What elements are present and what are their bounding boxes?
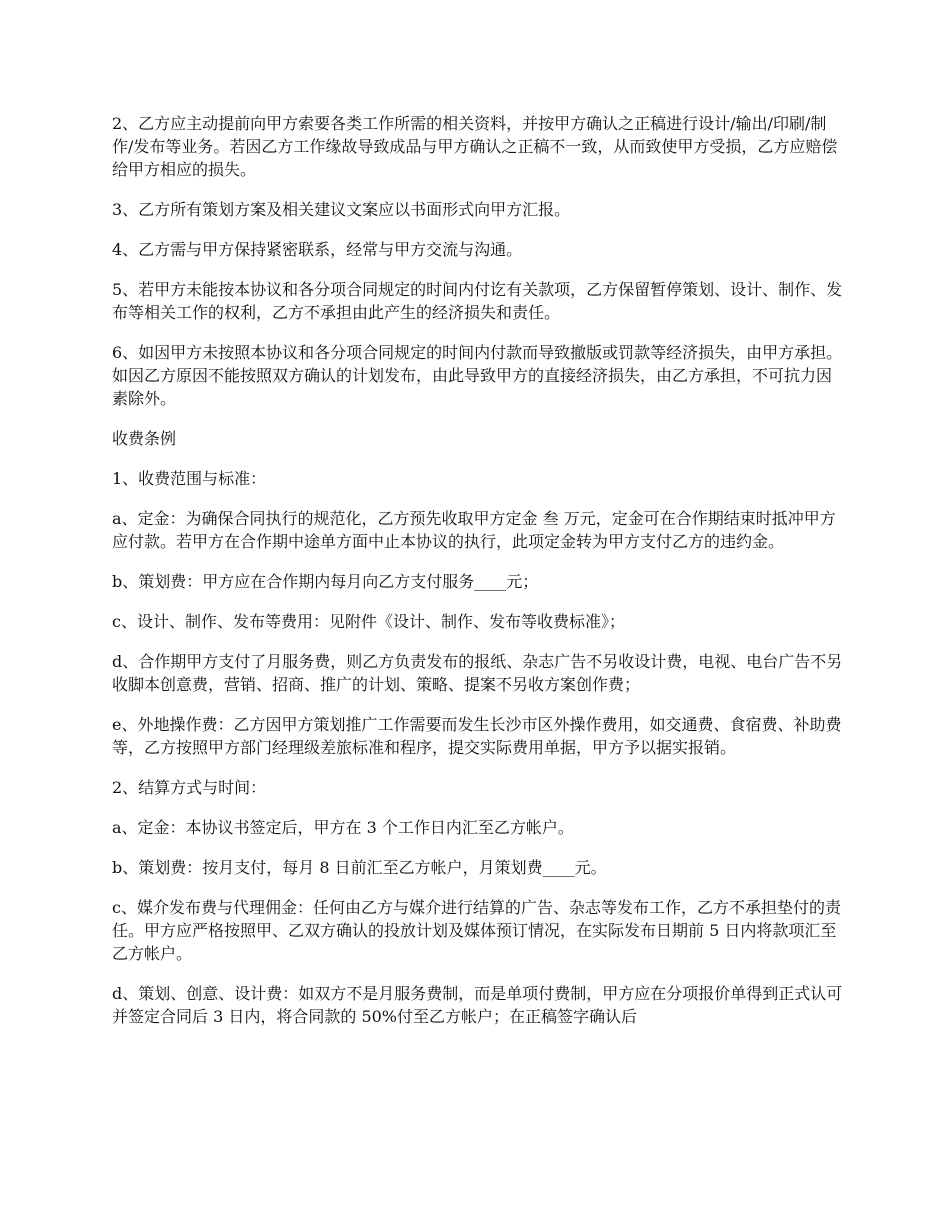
settlement-planning: b、策划费：按月支付，每月 8 日前汇至乙方帐户，月策划费____元。	[112, 858, 607, 877]
document-body	[112, 112, 847, 1045]
fee-item-planning: b、策划费：甲方应在合作期内每月向乙方支付服务____元；	[112, 572, 539, 591]
clause-6: 6、如因甲方未按照本协议和各分项合同规定的时间内付款而导致撤版或罚款等经济损失，由甲方承担。如因乙方原因不能按照双方确认的计划发布，由此导致甲方的直接经济损失，由乙方承担，不可抗力因素除外。	[112, 343, 843, 408]
fee-item-deposit: a、定金：为确保合同执行的规范化，乙方预先收取甲方定金 叁 万元，定金可在合作期结束时抵冲甲方应付款。若甲方在合作期中途单方面中止本协议的执行，此项定金转为甲方支付乙方的违约金。	[112, 509, 836, 551]
section-heading-fees: 收费条例	[112, 429, 177, 448]
fee-item-remote-operation: e、外地操作费：乙方因甲方策划推广工作需要而发生长沙市区外操作费用，如交通费、食宿费、补助费等，乙方按照甲方部门经理级差旅标准和程序，提交实际费用单据，甲方予以据实报销。	[112, 715, 842, 757]
settlement-creative: d、策划、创意、设计费：如双方不是月服务费制，而是单项付费制，甲方应在分项报价单得到正式认可并签定合同后 3 日内，将合同款的 50%付至乙方帐户；在正稿签字确认后	[112, 984, 843, 1026]
fee-item-monthly-service: d、合作期甲方支付了月服务费，则乙方负责发布的报纸、杂志广告不另收设计费，电视、电台广告不另收脚本创意费，营销、招商、推广的计划、策略、提案不另收方案创作费；	[112, 652, 843, 694]
clause-2: 2、乙方应主动提前向甲方索要各类工作所需的相关资料，并按甲方确认之正稿进行设计/输出/印刷/制作/发布等业务。若因乙方工作缘故导致成品与甲方确认之正稿不一致，从而致使甲方受损，乙方应赔偿给甲方相应的损失。	[112, 114, 838, 179]
settlement-media: c、媒介发布费与代理佣金：任何由乙方与媒介进行结算的广告、杂志等发布工作，乙方不承担垫付的责任。甲方应严格按照甲、乙双方确认的投放计划及媒体预订情况，在实际发布日期前 5 日内将款项汇至乙方帐户。	[112, 898, 841, 963]
clause-3: 3、乙方所有策划方案及相关建议文案应以书面形式向甲方汇报。	[112, 200, 571, 219]
settlement-heading: 2、结算方式与时间：	[112, 778, 267, 797]
fee-scope-heading: 1、收费范围与标准：	[112, 469, 267, 488]
clause-5: 5、若甲方未能按本协议和各分项合同规定的时间内付讫有关款项，乙方保留暂停策划、设计、制作、发布等相关工作的权利，乙方不承担由此产生的经济损失和责任。	[112, 280, 843, 322]
settlement-deposit: a、定金：本协议书签定后，甲方在 3 个工作日内汇至乙方帐户。	[112, 818, 574, 837]
fee-item-design-production: c、设计、制作、发布等费用：见附件《设计、制作、发布等收费标准》；	[112, 612, 625, 631]
clause-4: 4、乙方需与甲方保持紧密联系，经常与甲方交流与沟通。	[112, 240, 523, 259]
